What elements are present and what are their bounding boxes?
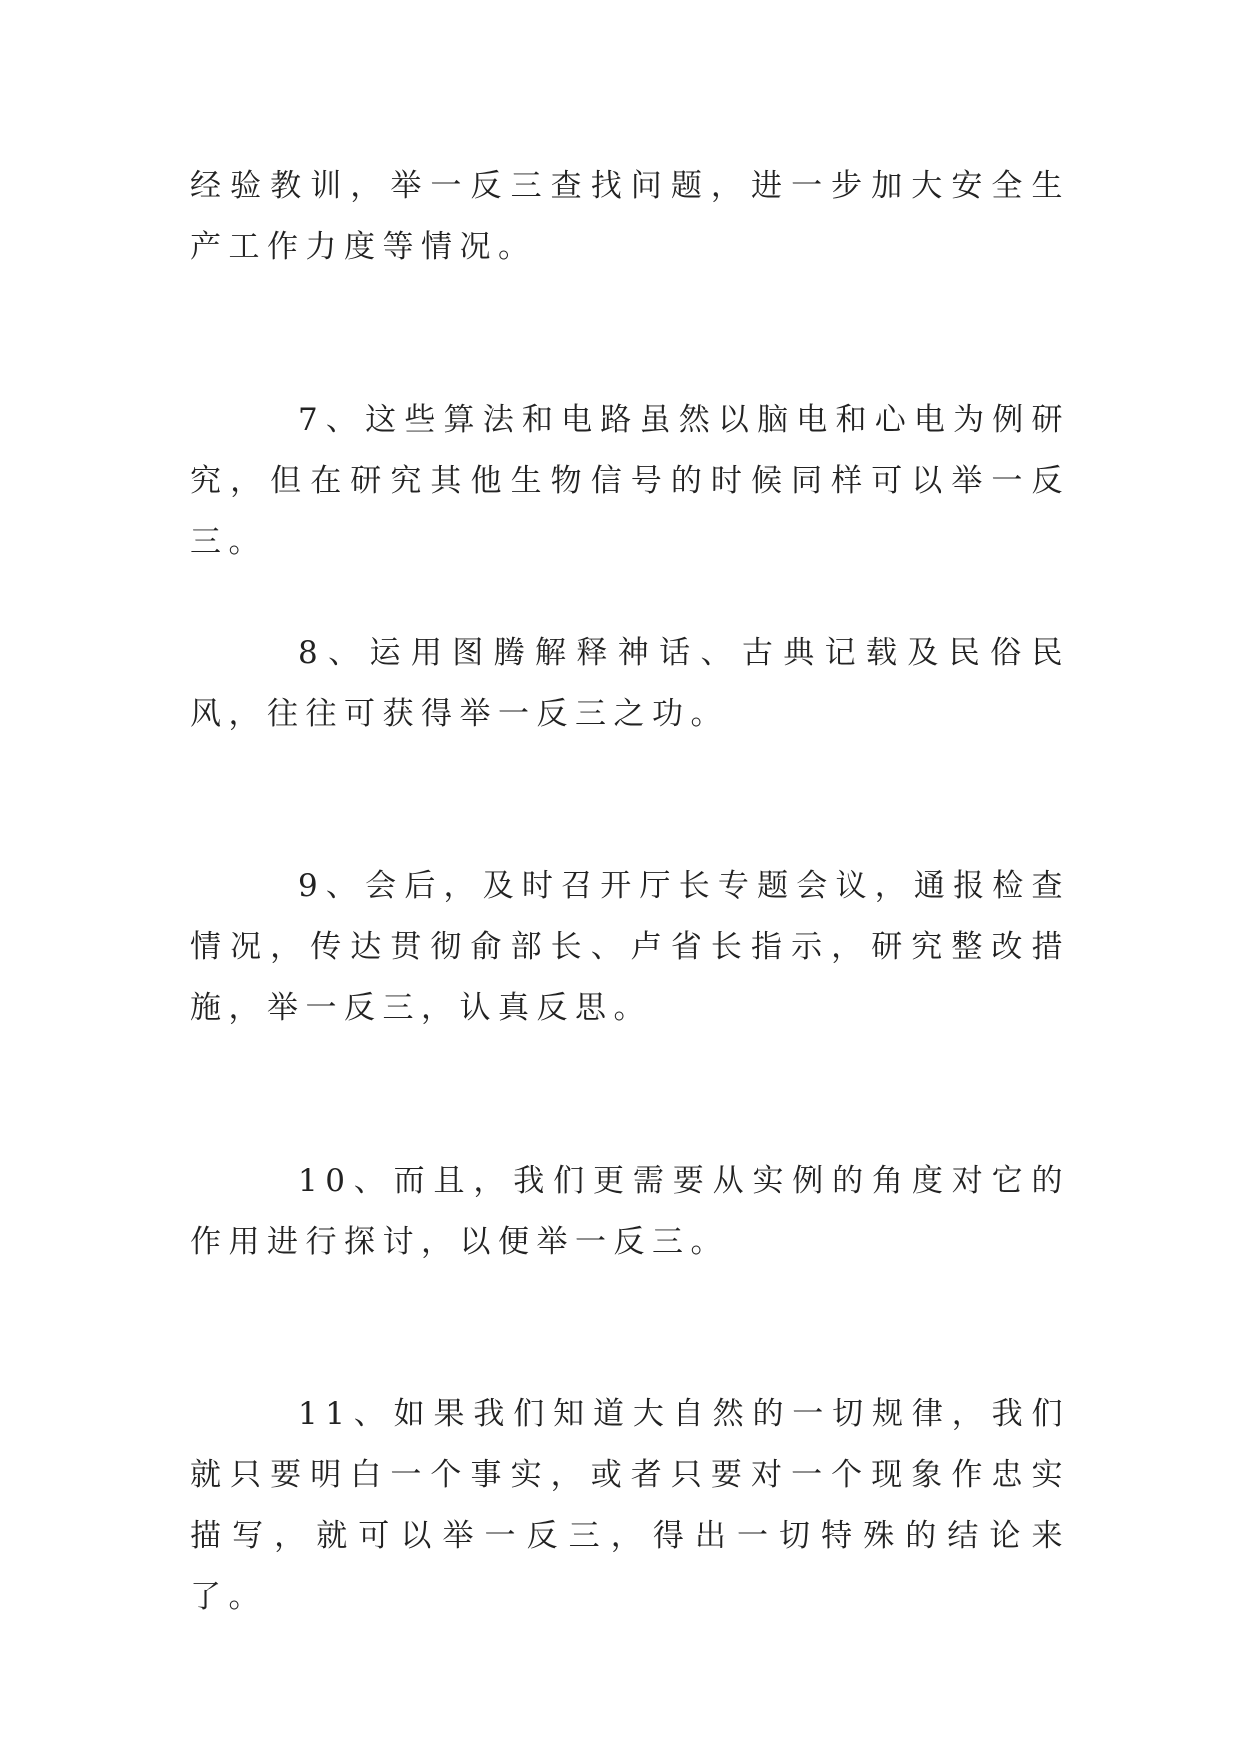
paragraph-item-10: 10、而且，我们更需要从实例的角度对它的作用进行探讨，以便举一反三。: [190, 1163, 1070, 1260]
paragraph-item-7: 7、这些算法和电路虽然以脑电和心电为例研究，但在研究其他生物信号的时候同样可以举一反三。: [190, 402, 1070, 560]
paragraph-continuation: 经验教训，举一反三查找问题，进一步加大安全生产工作力度等情况。: [190, 168, 1070, 265]
paragraph-item-11: 11、如果我们知道大自然的一切规律，我们就只要明白一个事实，或者只要对一个现象作忠实描写，就可以举一反三，得出一切特殊的结论来了。: [190, 1396, 1070, 1615]
paragraph-item-9: 9、会后，及时召开厅长专题会议，通报检查情况，传达贯彻俞部长、卢省长指示，研究整改措施，举一反三，认真反思。: [190, 868, 1070, 1026]
paragraph-item-8: 8、运用图腾解释神话、古典记载及民俗民风，往往可获得举一反三之功。: [190, 635, 1070, 732]
